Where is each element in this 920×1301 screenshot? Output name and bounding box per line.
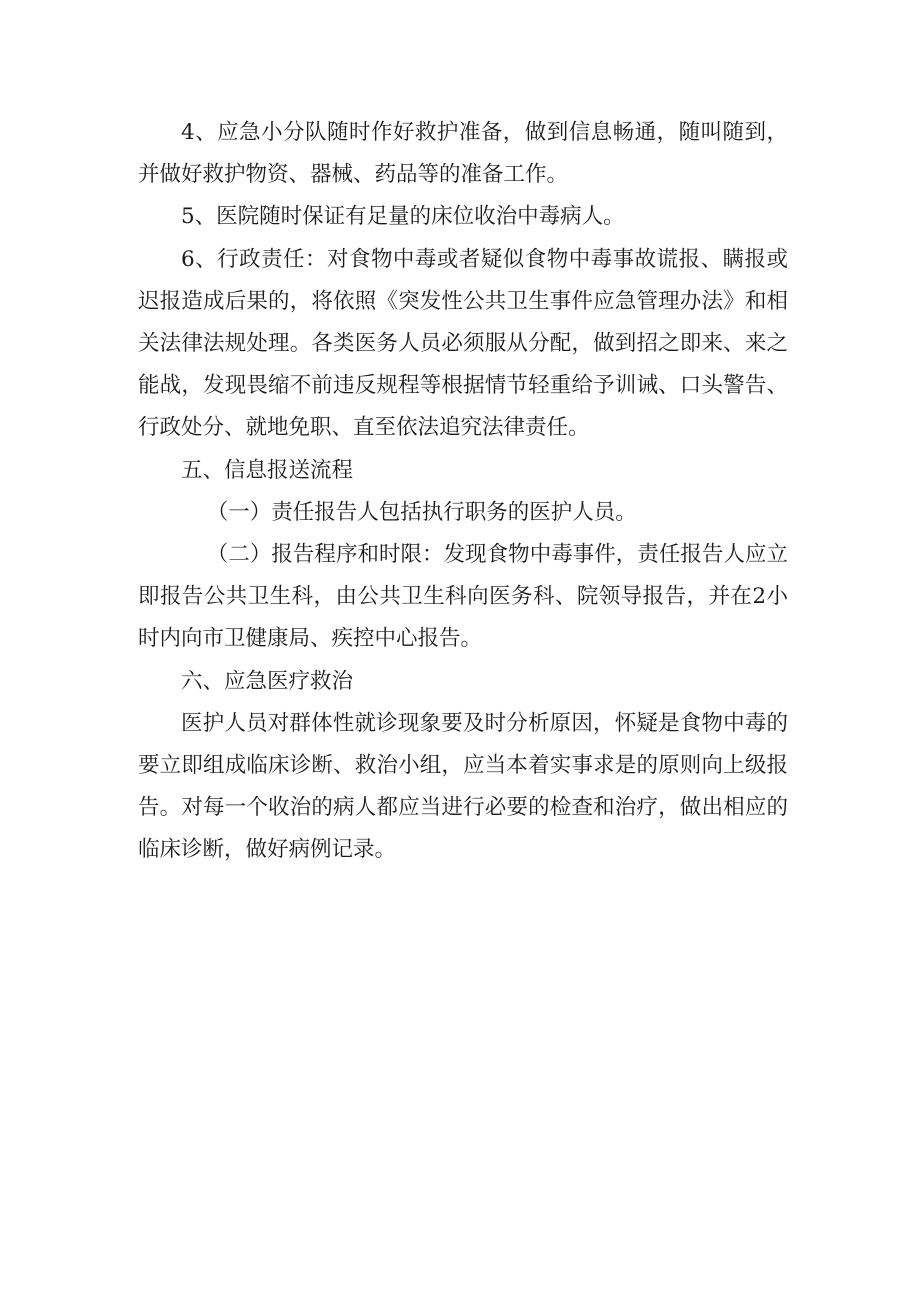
paragraph-medical-rescue: 医护人员对群体性就诊现象要及时分析原因，怀疑是食物中毒的要立即组成临床诊断、救治小组，应当本着实事求是的原则向上级报告。对每一个收治的病人都应当进行必要的检查和治疗，做出相应的临床诊断，做好病例记录。 bbox=[138, 710, 788, 863]
paragraph-item-6: 6、行政责任：对食物中毒或者疑似食物中毒事故谎报、瞒报或迟报造成后果的，将依照《突发性公共卫生事件应急管理办法》和相关法律法规处理。各类医务人员必须服从分配，做到招之即来、来之能战，发现畏缩不前违反规程等根据情节轻重给予训诫、口头警告、行政处分、就地免职、直至依法追究法律责任。 bbox=[138, 246, 788, 441]
section-heading-info-reporting: 五、信息报送流程 bbox=[181, 457, 354, 483]
paragraph-item-5: 5、医院随时保证有足量的床位收治中毒病人。 bbox=[181, 204, 625, 230]
subparagraph-procedure: （二）报告程序和时限：发现食物中毒事件，责任报告人应立即报告公共卫生科，由公共卫生科向医务科、院领导报告，并在2小时内向市卫健康局、疾控中心报告。 bbox=[138, 542, 788, 652]
section-heading-medical-rescue: 六、应急医疗救治 bbox=[181, 668, 354, 694]
document-body bbox=[138, 112, 788, 872]
subparagraph-reporter: （一）责任报告人包括执行职务的医护人员。 bbox=[206, 499, 637, 525]
paragraph-item-4: 4、应急小分队随时作好救护准备，做到信息畅通，随叫随到，并做好救护物资、器械、药品等的准备工作。 bbox=[138, 120, 788, 188]
